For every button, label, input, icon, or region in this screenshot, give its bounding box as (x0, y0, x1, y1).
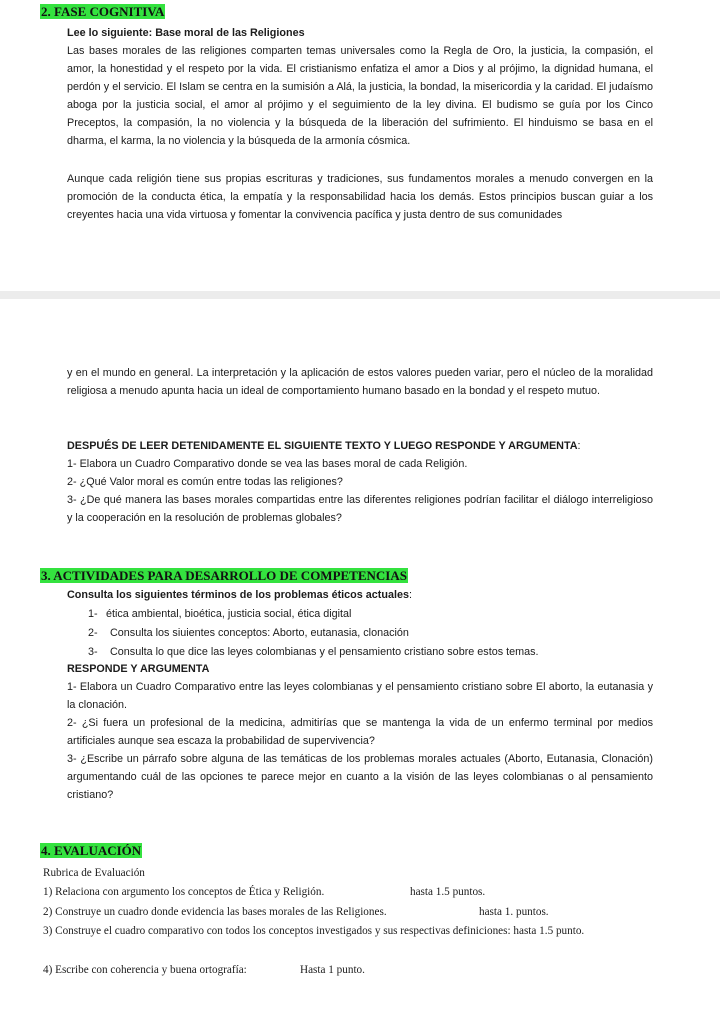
list-item (88, 605, 352, 623)
reading-paragraph-3: y en el mundo en general. La interpretación y la aplicación de estos valores pueden variar, pero el núcleo de la moralidad religiosa a menudo apunta hacia un ideal de comportamiento humano basado en la bondad y el respeto mutuo. (67, 367, 653, 397)
reading-paragraph-1: Las bases morales de las religiones comparten temas universales como la Regla de Oro, la justicia, la compasión, el amor, la honestidad y el respeto por la vida. El cristianismo enfatiza el amor a Dios y al prójimo, la dignidad humana, el perdón y el servicio. El Islam se centra en la sumisión a Alá, la justicia, la bondad, la misericordia y la caridad. El judaísmo aboga por la justicia social, el amor al prójimo y el seguimiento de la ley divina. El budismo se guía por los Cinco Preceptos, la compasión, la no violencia y la búsqueda de la liberación del sufrimiento. El hinduismo se basa en el dharma, el karma, la no violencia y la búsqueda de la armonía cósmica. (67, 45, 653, 147)
instruction-colon: : (577, 440, 581, 452)
question-1: 1- Elabora un Cuadro Comparativo donde se vea las bases moral de cada Religión. (67, 458, 468, 470)
consult-intro (67, 586, 412, 604)
section-2-heading: 2. FASE COGNITIVA (41, 4, 165, 19)
criterion-1-text: 1) Relaciona con argumento los conceptos de Ética y Religión. (43, 886, 325, 898)
respond-question-2: 2- ¿Si fuera un profesional de la medicina, admitirías que se mantenga la vida de un enfermo terminal por medios artificiales aunque sea escaza la probabilidad de supervivencia? (67, 717, 653, 747)
list-item-number: 1- (88, 608, 98, 620)
page-break (0, 291, 720, 299)
respond-question-1: 1- Elabora un Cuadro Comparativo entre las leyes colombianas y el pensamiento cristiano sobre El aborto, la eutanasia y la clonación. (67, 681, 653, 711)
list-item-text: Consulta los siuientes conceptos: Aborto, eutanasia, clonación (110, 627, 409, 639)
criterion-2-text: 2) Construye un cuadro donde evidencia las bases morales de las Religiones. (43, 906, 387, 918)
list-item-text: Consulta lo que dice las leyes colombianas y el pensamiento cristiano sobre estos temas. (110, 646, 539, 658)
respond-question-3: 3- ¿Escribe un párrafo sobre alguna de las temáticas de los problemas morales actuales (Aborto, Eutanasia, Clonación) argumentando cuál de las opciones te parece mejor en cuanto a la visión de las leyes colombianas o al pensamiento cristiano? (67, 753, 653, 801)
section-4-heading: 4. EVALUACIÓN (41, 843, 142, 858)
criterion-4-text: 4) Escribe con coherencia y buena ortografía: (43, 964, 247, 976)
list-item-number: 2- (88, 627, 98, 639)
instruction-heading (67, 437, 581, 455)
criterion-4-points: Hasta 1 punto. (300, 964, 365, 976)
rubric-criterion-2 (43, 903, 655, 921)
criterion-2-points: hasta 1. puntos. (479, 906, 549, 918)
section-3-heading: 3. ACTIVIDADES PARA DESARROLLO DE COMPETENCIAS (41, 568, 407, 583)
list-item-number: 3- (88, 646, 98, 658)
list-item-text: ética ambiental, bioética, justicia social, ética digital (106, 608, 352, 620)
list-item (88, 643, 539, 661)
criterion-1-points: hasta 1.5 puntos. (410, 886, 486, 898)
rubric-criterion-3: 3) Construye el cuadro comparativo con todos los conceptos investigados y sus respectivas definiciones: hasta 1.5 punto. (43, 925, 585, 937)
rubric-title: Rubrica de Evaluación (43, 867, 145, 879)
consult-intro-colon: : (409, 589, 412, 601)
instruction-text: DESPUÉS DE LEER DETENIDAMENTE EL SIGUIENTE TEXTO Y LUEGO RESPONDE Y ARGUMENTA (67, 440, 578, 452)
reading-paragraph-2: Aunque cada religión tiene sus propias escrituras y tradiciones, sus fundamentos morales a menudo convergen en la promoción de la conducta ética, la empatía y la responsabilidad hacia los demás. Estos principios buscan guiar a los creyentes hacia una vida virtuosa y fomentar la convivencia pacífica y justa dentro de sus comunidades (67, 173, 653, 221)
question-2: 2- ¿Qué Valor moral es común entre todas las religiones? (67, 476, 343, 488)
list-item (88, 624, 409, 642)
consult-intro-text: Consulta los siguientes términos de los problemas éticos actuales (67, 589, 409, 601)
respond-heading: RESPONDE Y ARGUMENTA (67, 663, 210, 675)
rubric-criterion-4 (43, 961, 655, 979)
question-3: 3- ¿De qué manera las bases morales compartidas entre las diferentes religiones podrían facilitar el diálogo interreligioso y la cooperación en la resolución de problemas globales? (67, 494, 653, 524)
rubric-criterion-1 (43, 883, 655, 901)
reading-subtitle: Lee lo siguiente: Base moral de las Religiones (67, 27, 305, 39)
